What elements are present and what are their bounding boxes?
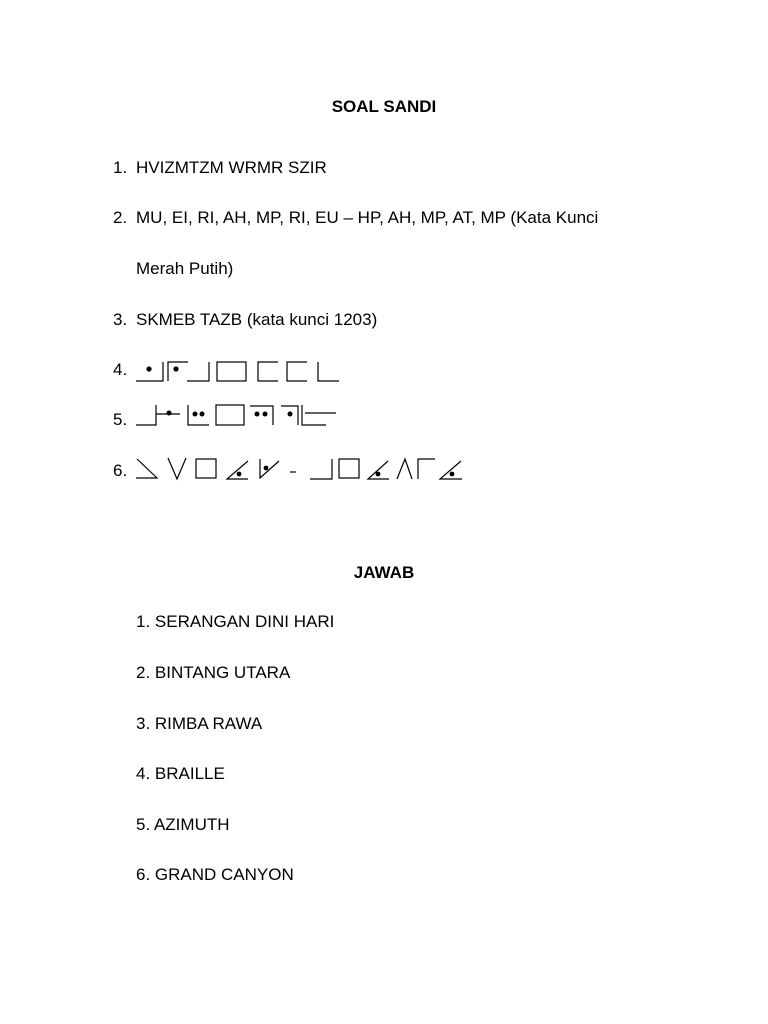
question-2-continuation: Merah Putih): [136, 259, 234, 278]
question-number: 2.: [113, 208, 128, 227]
question-text: MU, EI, RI, AH, MP, RI, EU – HP, AH, MP, AT, MP (Kata Kunci: [136, 208, 599, 227]
page-title: SOAL SANDI: [331, 97, 437, 116]
question-text: HVIZMTZM WRMR SZIR: [136, 158, 327, 177]
question-number: 1.: [113, 158, 128, 177]
question-number: 5.: [113, 410, 128, 429]
cipher-row-4: [136, 362, 339, 381]
question-text: SKMEB TAZB (kata kunci 1203): [136, 310, 378, 329]
answer-title: JAWAB: [353, 563, 415, 582]
question-number: 3.: [113, 310, 128, 329]
answer-6: 6. GRAND CANYON: [136, 865, 294, 884]
answer-3: 3. RIMBA RAWA: [136, 714, 263, 733]
answer-1: 1. SERANGAN DINI HARI: [136, 612, 335, 631]
answer-2: 2. BINTANG UTARA: [136, 663, 291, 682]
cipher-row-6: [136, 458, 462, 479]
question-number: 4.: [113, 360, 128, 379]
answer-4: 4. BRAILLE: [136, 764, 225, 783]
question-number: 6.: [113, 461, 128, 480]
answer-5: 5. AZIMUTH: [136, 815, 230, 834]
cipher-row-5: [136, 405, 336, 425]
